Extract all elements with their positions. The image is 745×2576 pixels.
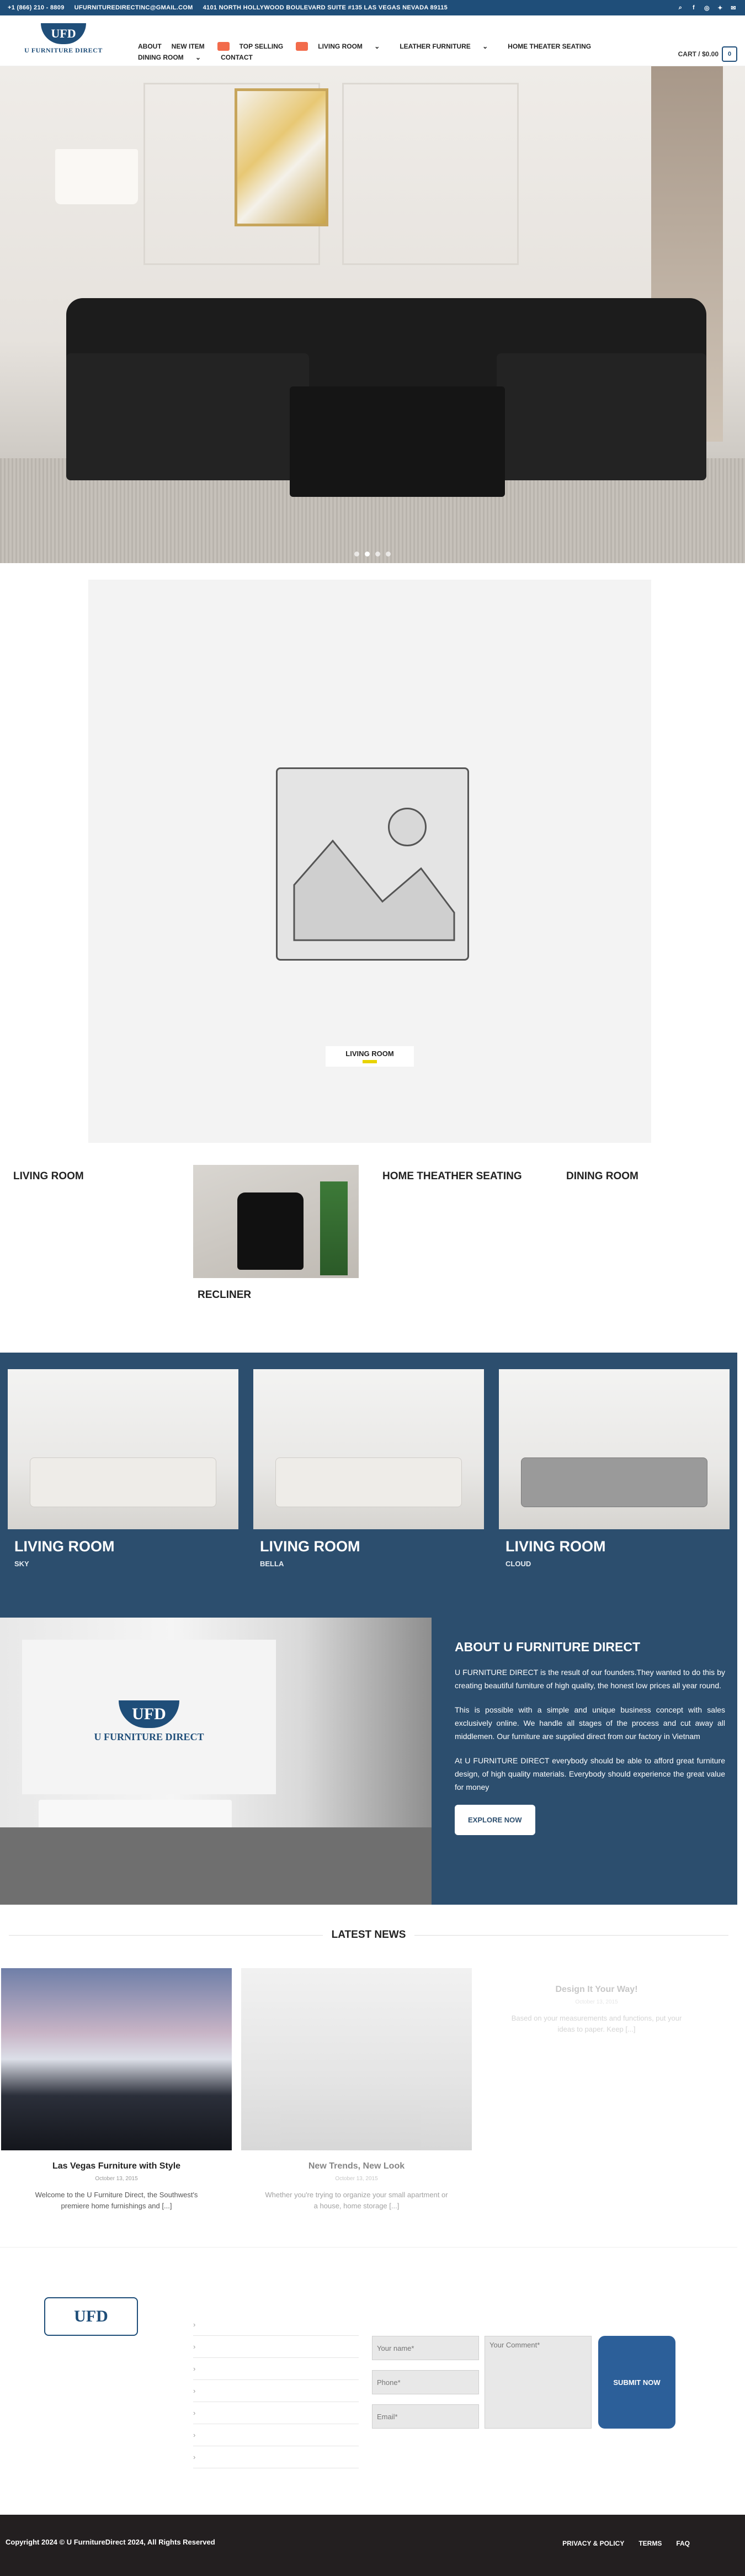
product-sub: BELLA	[260, 1560, 284, 1568]
news-post[interactable]	[481, 1974, 712, 2035]
news-excerpt: Welcome to the U Furniture Direct, the Southwest's premiere home furnishings and [...]	[35, 2191, 198, 2210]
submit-button[interactable]: SUBMIT NOW	[598, 2336, 675, 2429]
category-dining-room[interactable]: DINING ROOM	[566, 1170, 638, 1182]
nav-top-selling[interactable]	[240, 41, 308, 52]
about-paragraph: This is possible with a simple and unique business concept with sales exclusively online. We handle all stages of the process and cut away all middlemen. Our furniture are supplied direct from our factory in Vietnam	[455, 1705, 725, 1741]
twitter-icon[interactable]: ✦	[717, 4, 723, 12]
slider-dot[interactable]	[375, 552, 380, 556]
product-title: LIVING ROOM	[14, 1538, 115, 1555]
cart-button[interactable]	[678, 46, 737, 62]
footer-logo[interactable]: UFD	[44, 2297, 138, 2336]
name-field[interactable]	[372, 2336, 479, 2360]
hot-badge-icon	[217, 42, 230, 51]
top-bar	[0, 0, 745, 15]
image-placeholder-icon	[276, 767, 469, 961]
hero-slider[interactable]	[0, 66, 745, 563]
chevron-down-icon: ⌄	[195, 54, 201, 61]
office-image	[0, 1618, 432, 1905]
product-card[interactable]	[499, 1369, 730, 1568]
copyright: Copyright 2024 © U FurnitureDirect 2024, All Rights Reserved	[6, 2538, 215, 2546]
nav-leather-label: LEATHER FURNITURE	[400, 43, 471, 50]
feature-title: LIVING ROOM	[345, 1050, 394, 1058]
about-section	[0, 1618, 737, 1905]
latest-news-heading	[0, 1927, 737, 1943]
nav-new-item[interactable]	[172, 41, 230, 52]
news-date: October 13, 2015	[95, 2176, 138, 2182]
featured-category[interactable]	[88, 580, 651, 1143]
footer-link[interactable]	[193, 2336, 359, 2358]
latest-news-title: LATEST NEWS	[331, 1929, 406, 1941]
nav-dining-room[interactable]	[138, 52, 211, 63]
slider-dot-active[interactable]	[365, 552, 370, 556]
plant	[320, 1181, 348, 1275]
about-paragraph: At U FURNITURE DIRECT everybody should be able to afford great furniture design, of high quality materials. Everybody should experience the great value for money	[455, 1756, 725, 1791]
about-text	[455, 1640, 725, 1835]
product-image	[253, 1369, 484, 1529]
terms-link[interactable]: TERMS	[638, 2540, 662, 2547]
facebook-icon[interactable]: f	[693, 4, 695, 11]
news-image	[241, 1968, 472, 2150]
footer-link[interactable]	[193, 2358, 359, 2380]
product-section	[0, 1353, 737, 1618]
product-sub: SKY	[14, 1560, 29, 1568]
recliner-chair	[237, 1192, 304, 1270]
news-post[interactable]	[1, 1968, 232, 2212]
category-home-theater[interactable]: HOME THEATHER SEATING	[382, 1170, 522, 1182]
social-icons	[677, 4, 737, 12]
footer-links	[193, 2314, 359, 2468]
sofa-shape	[275, 1457, 462, 1507]
slider-dots	[0, 552, 745, 556]
news-date: October 13, 2015	[335, 2176, 378, 2182]
news-title: Las Vegas Furniture with Style	[52, 2161, 181, 2171]
faq-link[interactable]: FAQ	[676, 2540, 690, 2547]
sofa-shape	[521, 1457, 707, 1507]
logo-mark: UFD	[41, 23, 86, 44]
product-image	[499, 1369, 730, 1529]
product-card[interactable]	[253, 1369, 484, 1568]
comment-field[interactable]	[485, 2336, 592, 2429]
cart-label: CART / $0.00	[678, 50, 719, 58]
nav-top-selling-label: TOP SELLING	[239, 43, 284, 50]
email-icon[interactable]: ✉	[731, 4, 736, 12]
news-date: October 13, 2015	[575, 1999, 618, 2005]
category-row	[0, 1159, 745, 1314]
search-icon[interactable]: ⌕	[678, 4, 683, 11]
footer-link[interactable]	[193, 2446, 359, 2468]
news-image	[1, 1968, 232, 2150]
site-logo[interactable]	[22, 23, 105, 55]
footer-link[interactable]	[193, 2424, 359, 2446]
nav-new-item-label: NEW ITEM	[171, 43, 205, 50]
chevron-down-icon: ⌄	[374, 43, 380, 50]
product-title: LIVING ROOM	[505, 1538, 606, 1555]
recliner-image[interactable]	[193, 1165, 359, 1278]
footer-link[interactable]	[193, 2314, 359, 2336]
nav-living-room[interactable]	[318, 41, 390, 52]
news-excerpt: Whether you're trying to organize your small apartment or a house, home storage [...]	[265, 2191, 448, 2210]
cart-count: 0	[722, 46, 737, 62]
email-field[interactable]	[372, 2404, 479, 2429]
mountain-icon	[278, 769, 471, 962]
privacy-link[interactable]: PRIVACY & POLICY	[562, 2540, 625, 2547]
bottom-bar	[0, 2515, 745, 2576]
about-paragraph: U FURNITURE DIRECT is the result of our founders.They wanted to do this by creating beautiful furniture of high quality, the honest low prices all year round.	[455, 1668, 725, 1690]
hot-badge-icon	[296, 42, 308, 51]
footer	[0, 2247, 737, 2512]
nav-dining-label: DINING ROOM	[138, 54, 184, 61]
wall-panel	[342, 83, 519, 265]
office-logo-name: U FURNITURE DIRECT	[94, 1731, 204, 1742]
tag-accent-icon	[363, 1060, 377, 1063]
product-image	[8, 1369, 238, 1529]
phone-number[interactable]: +1 (866) 210 - 8809	[8, 4, 65, 11]
office-logo	[83, 1700, 215, 1743]
nav-leather-furniture[interactable]	[400, 41, 498, 52]
wall-art	[235, 88, 328, 226]
logo-name: U FURNITURE DIRECT	[24, 46, 103, 54]
chevron-down-icon: ⌄	[482, 43, 488, 50]
phone-field[interactable]	[372, 2370, 479, 2394]
footer-link[interactable]	[193, 2380, 359, 2402]
floor-lamp	[55, 149, 138, 204]
address: 4101 NORTH HOLLYWOOD BOULEVARD SUITE #135 LAS VEGAS NEVADA 89115	[203, 4, 448, 11]
footer-menu	[562, 2540, 690, 2547]
ottoman	[290, 386, 505, 497]
instagram-icon[interactable]: ◎	[704, 4, 710, 12]
sofa-shape	[30, 1457, 216, 1507]
product-card[interactable]	[8, 1369, 238, 1568]
explore-now-button[interactable]: EXPLORE NOW	[455, 1805, 535, 1835]
office-floor	[0, 1827, 432, 1905]
category-living-room[interactable]: LIVING ROOM	[13, 1170, 84, 1182]
office-logo-mark: UFD	[119, 1700, 179, 1728]
slider-dot[interactable]	[354, 552, 359, 556]
nav-living-room-label: LIVING ROOM	[318, 43, 363, 50]
product-title: LIVING ROOM	[260, 1538, 360, 1555]
feature-label[interactable]	[326, 1046, 414, 1067]
news-excerpt: Based on your measurements and functions, put your ideas to paper. Keep [...]	[511, 2014, 682, 2033]
about-title: ABOUT U FURNITURE DIRECT	[455, 1640, 641, 1654]
news-title: New Trends, New Look	[308, 2161, 405, 2171]
product-sub: CLOUD	[505, 1560, 531, 1568]
sofa-left	[66, 353, 309, 480]
email-address[interactable]: UFURNITUREDIRECTINC@GMAIL.COM	[74, 4, 193, 11]
nav-about[interactable]: ABOUT	[138, 43, 162, 50]
nav-contact[interactable]: CONTACT	[221, 54, 253, 61]
news-title: Design It Your Way!	[555, 1985, 638, 1994]
category-recliner[interactable]: RECLINER	[198, 1289, 252, 1301]
nav-home-theater[interactable]: HOME THEATER SEATING	[508, 43, 592, 50]
news-post[interactable]	[241, 1968, 472, 2212]
site-header	[0, 15, 745, 66]
slider-dot[interactable]	[386, 552, 391, 556]
sofa-right	[497, 353, 706, 480]
sun-icon	[388, 808, 427, 846]
footer-link[interactable]	[193, 2402, 359, 2424]
